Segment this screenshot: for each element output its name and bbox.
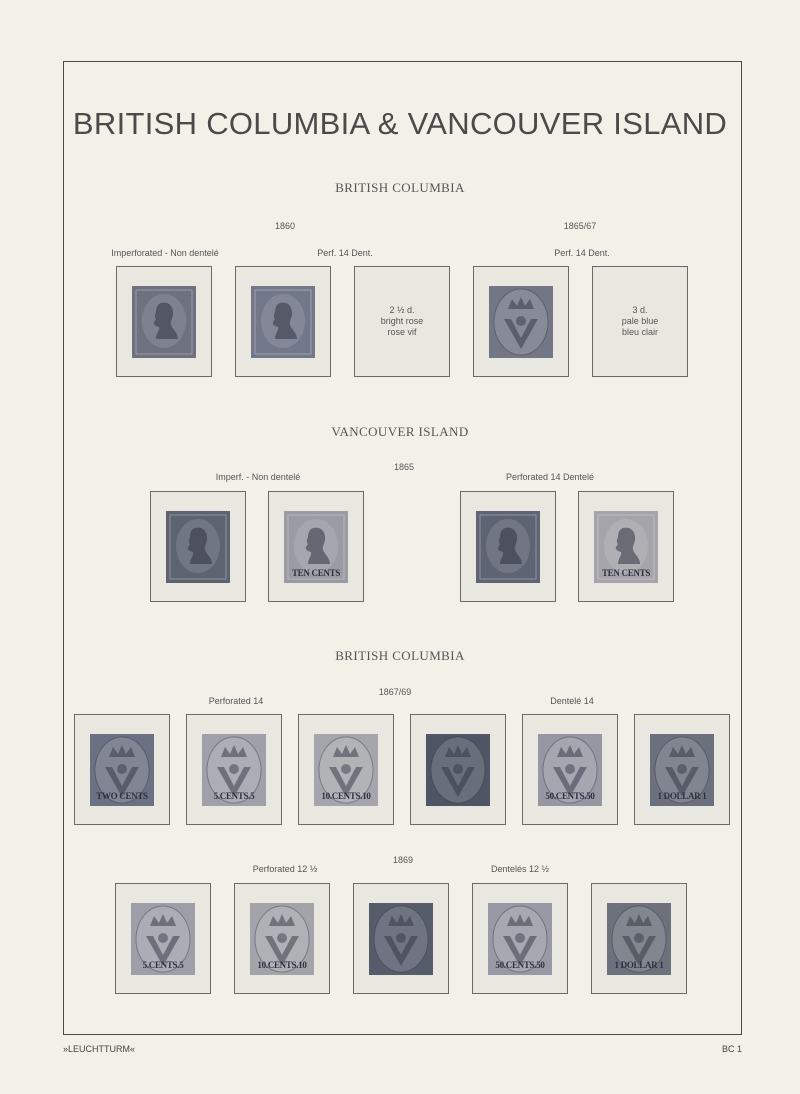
stamp-mount [115, 883, 211, 994]
stamp-mount [234, 883, 330, 994]
queen-victoria-stamp [283, 510, 349, 584]
section-heading-british-columbia: BRITISH COLUMBIA [335, 648, 465, 663]
stamp-mount [591, 883, 687, 994]
stamp-overprint: 1 DOLLAR 1 [657, 790, 707, 801]
stamp-description [381, 305, 424, 338]
queen-victoria-stamp [593, 510, 659, 584]
crown-v-stamp [606, 902, 672, 976]
stamp-row [74, 714, 730, 825]
stamp-mount [268, 491, 364, 602]
crown-v-stamp [201, 733, 267, 807]
crown-v-stamp [487, 902, 553, 976]
queen-victoria-stamp [475, 510, 541, 584]
crown-v-stamp [368, 902, 434, 976]
crown-v-stamp [89, 733, 155, 807]
crown-v-stamp [130, 902, 196, 976]
year-label: 1865/67 [563, 221, 597, 231]
stamp-overprint: 10.CENTS.10 [321, 790, 371, 801]
stamp-row [115, 883, 687, 994]
stamp-mount [578, 491, 674, 602]
page-number: BC 1 [721, 1044, 742, 1054]
stamp-mount [116, 266, 212, 377]
stamp-mount [410, 714, 506, 825]
crown-v-stamp [649, 733, 715, 807]
perforation-label: Perf. 14 Dent. [554, 248, 610, 258]
empty-stamp-mount [592, 266, 688, 377]
year-label: 1865 [393, 462, 415, 472]
perforation-label: Imperforated - Non dentelé [111, 248, 219, 258]
queen-victoria-stamp [131, 285, 197, 359]
stamp-mount [460, 491, 556, 602]
perforation-label: Imperf. - Non dentelé [215, 472, 301, 482]
stamp-overprint: 1 DOLLAR 1 [614, 959, 664, 970]
section-heading-vancouver-island: VANCOUVER ISLAND [331, 424, 469, 439]
year-label: 1869 [392, 855, 414, 865]
footer-brand: »LEUCHTTURM« [63, 1044, 136, 1054]
stamp-mount [298, 714, 394, 825]
stamp-mount [634, 714, 730, 825]
perforation-label: Dentelés 12 ½ [490, 864, 550, 874]
stamp-mount [186, 714, 282, 825]
year-label: 1867/69 [378, 687, 412, 697]
crown-v-stamp [488, 285, 554, 359]
section-heading-british-columbia: BRITISH COLUMBIA [335, 180, 465, 195]
stamp-mount [74, 714, 170, 825]
perforation-label: Perf. 14 Dent. [317, 248, 373, 258]
stamp-overprint: TEN CENTS [291, 567, 341, 578]
stamp-mount [522, 714, 618, 825]
spacer [386, 491, 438, 602]
stamp-overprint: TEN CENTS [601, 567, 651, 578]
crown-v-stamp [249, 902, 315, 976]
stamp-mount [473, 266, 569, 377]
stamp-overprint: 10.CENTS.10 [257, 959, 307, 970]
stamp-mount [353, 883, 449, 994]
empty-stamp-mount [354, 266, 450, 377]
stamp-mount [472, 883, 568, 994]
perforation-label: Perforated 12 ½ [252, 864, 318, 874]
stamp-overprint: TWO CENTS [96, 790, 148, 801]
stamp-overprint: 5.CENTS.5 [142, 959, 184, 970]
stamp-overprint: 50.CENTS.50 [545, 790, 595, 801]
stamp-row [150, 491, 674, 602]
year-label: 1860 [274, 221, 296, 231]
stamp-mount [235, 266, 331, 377]
description-line: 3 d. [632, 305, 648, 315]
stamp-description [622, 305, 659, 338]
crown-v-stamp [425, 733, 491, 807]
description-line: bleu clair [621, 327, 658, 337]
perforation-label: Perforated 14 Dentelé [505, 472, 595, 482]
page-title: BRITISH COLUMBIA & VANCOUVER ISLAND [72, 106, 728, 141]
crown-v-stamp [537, 733, 603, 807]
description-line: pale blue [621, 316, 659, 326]
queen-victoria-stamp [165, 510, 231, 584]
crown-v-stamp [313, 733, 379, 807]
description-line: 2 ½ d. [389, 305, 415, 315]
perforation-label: Perforated 14 [208, 696, 264, 706]
description-line: rose vif [387, 327, 417, 337]
description-line: bright rose [380, 316, 424, 326]
stamp-mount [150, 491, 246, 602]
perforation-label: Dentelé 14 [550, 696, 594, 706]
stamp-row [116, 266, 688, 377]
stamp-overprint: 5.CENTS.5 [213, 790, 255, 801]
queen-victoria-stamp [250, 285, 316, 359]
stamp-overprint: 50.CENTS.50 [495, 959, 545, 970]
